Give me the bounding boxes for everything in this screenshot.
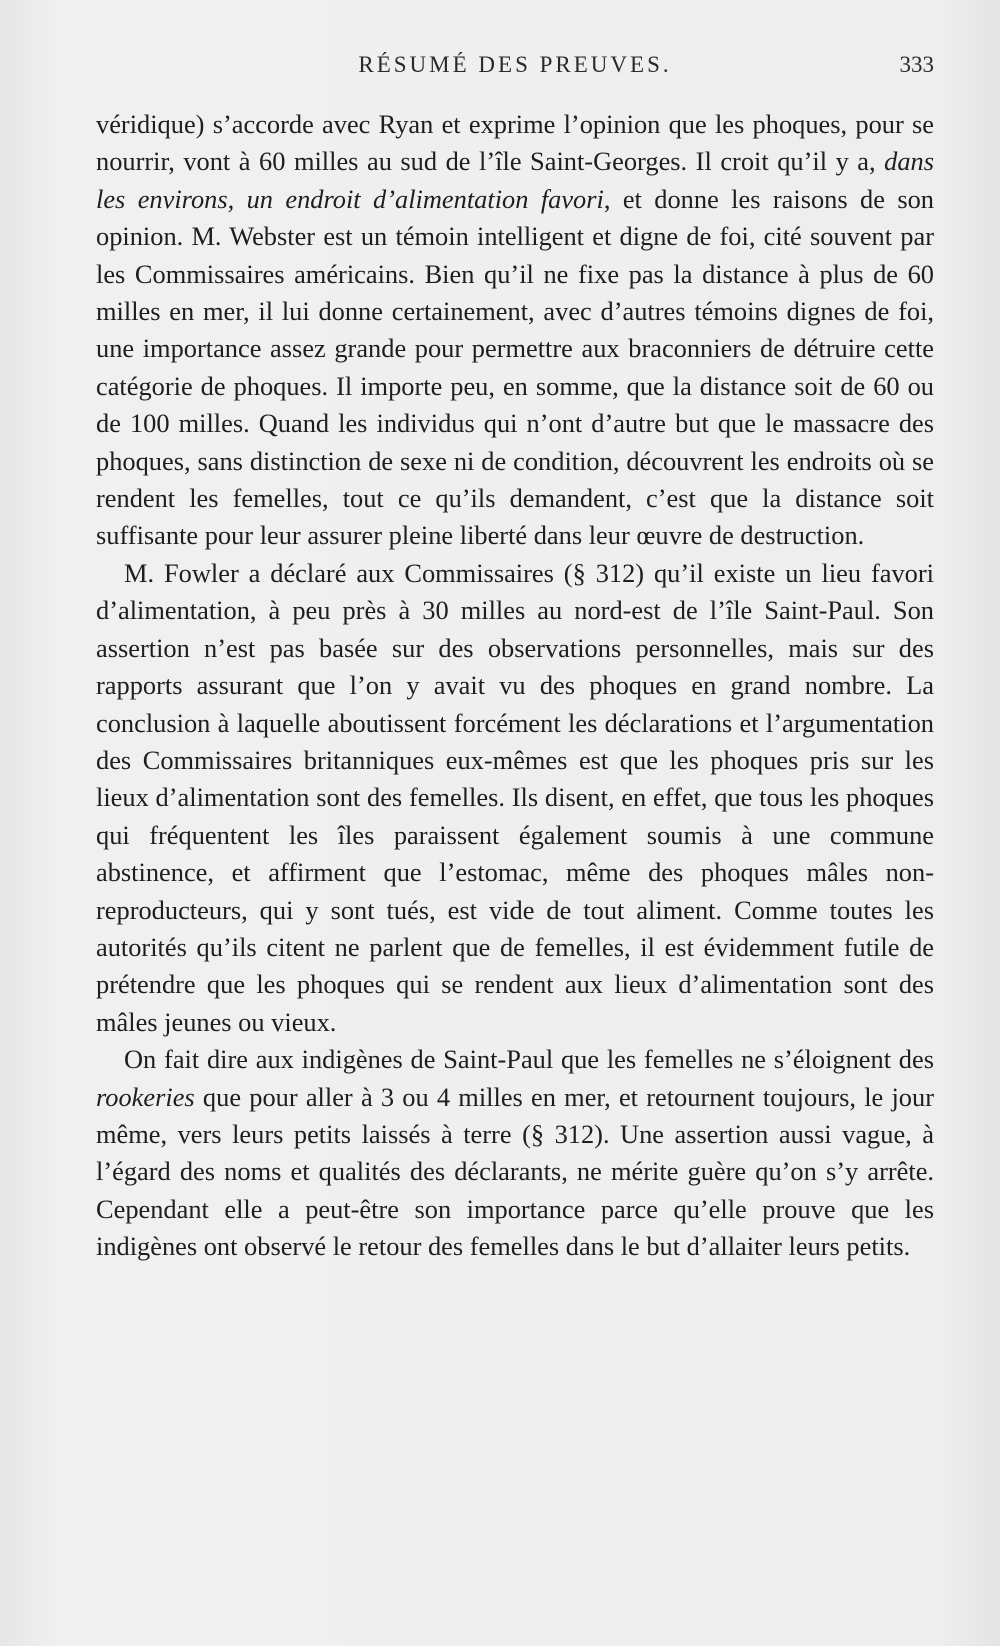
paragraph-1-text-1: véridique) s’accorde avec Ryan et exprime l’opinion que les phoques, pour se nourrir, vont à 60 milles au sud de l’île Saint-Georges. Il croit qu’il y a, <box>96 109 934 177</box>
page-number: 333 <box>899 52 934 77</box>
running-title: RÉSUMÉ DES PREUVES. <box>358 52 672 77</box>
paragraph-3-italic-word: rookeries <box>96 1081 195 1112</box>
paragraph-3-text-1: On fait dire aux indigènes de Saint-Paul que les femelles ne s’éloignent des <box>124 1044 934 1075</box>
running-head <box>96 52 934 88</box>
paragraph-2-text: M. Fowler a déclaré aux Commissaires (§ 312) qu’il existe un lieu favori d’alimentation, à peu près à 30 milles au nord-est de l’île Saint-Paul. Son assertion n’est pas basée sur des observations personnelles, mais sur des rapports assurant que l’on y avait vu des phoques en grand nombre. La conclusion à laquelle aboutissent forcément les déclarations et l’argumentation des Commissaires britanniques eux-mêmes est que les phoques pris sur les lieux d’alimentation sont des femelles. Ils disent, en effet, que tous les phoques qui fréquentent les îles paraissent également soumis à une commune abstinence, et affirment que l’estomac, même des phoques mâles non-reproducteurs, qui y sont tués, est vide de tout aliment. Comme toutes les autorités qu’ils citent ne parlent que de femelles, il est évidemment futile de prétendre que les phoques qui se rendent aux lieux d’alimentation sont des mâles jeunes ou vieux. <box>96 557 934 1037</box>
paragraph-1 <box>96 106 934 555</box>
paragraph-2 <box>96 555 934 1041</box>
paragraph-1-italic-phrase: dans les environs, un endroit d’alimentation favori <box>96 146 934 214</box>
paragraph-3-text-2: que pour aller à 3 ou 4 milles en mer, et retournent toujours, le jour même, vers leurs petits laissés à terre (§ 312). Une assertion aussi vague, à l’égard des noms et qualités des déclarants, ne mérite guère qu’on s’y arrête. Cependant elle a peut-être son importance parce qu’elle prouve que les indigènes ont observé le retour des femelles dans le but d’allaiter leurs petits. <box>96 1081 934 1262</box>
body-text <box>96 106 934 1266</box>
paragraph-3 <box>96 1041 934 1265</box>
paragraph-1-text-2: , et donne les raisons de son opinion. M. Webster est un témoin intelligent et digne de foi, cité souvent par les Commissaires américains. Bien qu’il ne fixe pas la distance à plus de 60 milles en mer, il lui donne certainement, avec d’autres témoins dignes de foi, une importance assez grande pour permettre aux braconniers de détruire cette catégorie de phoques. Il importe peu, en somme, que la distance soit de 60 ou de 100 milles. Quand les individus qui n’ont d’autre but que le massacre des phoques, sans distinction de sexe ni de condition, découvrent les endroits où se rendent les femelles, tout ce qu’ils demandent, c’est que la distance soit suffisante pour leur assurer pleine liberté dans leur œuvre de destruction. <box>96 183 934 551</box>
